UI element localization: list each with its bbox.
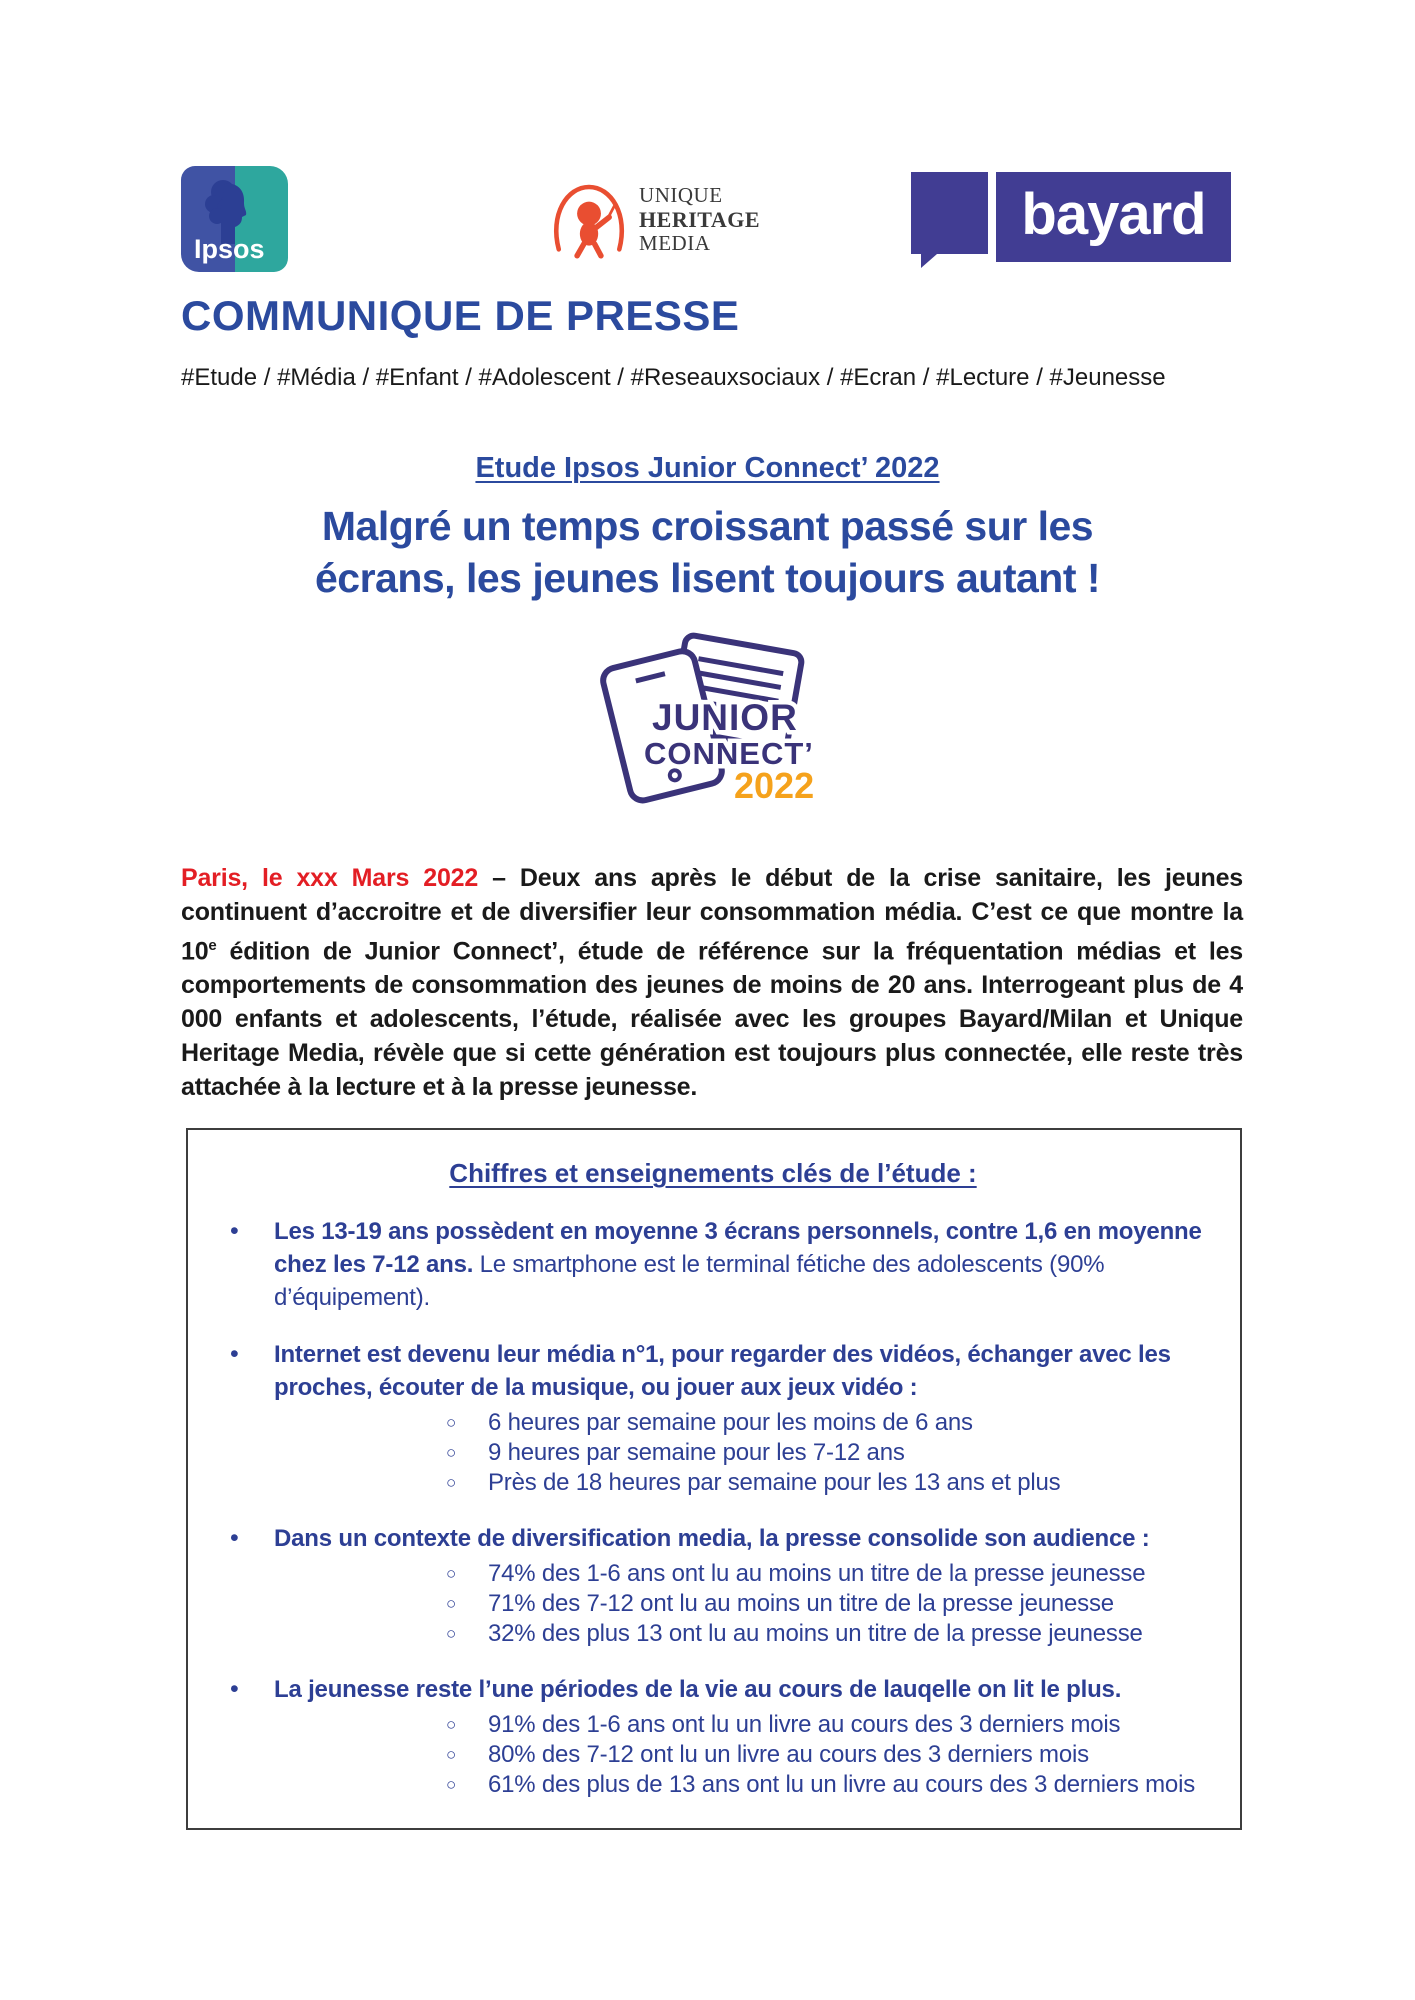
junior-connect-logo xyxy=(588,628,828,818)
sub-bullet-list xyxy=(442,1710,1210,1800)
sub-bullet-text: 9 heures par semaine pour les 7-12 ans xyxy=(488,1439,905,1466)
sub-bullet-item xyxy=(442,1408,1210,1438)
bullet-text xyxy=(274,1215,1210,1314)
bayard-wordmark-box xyxy=(996,172,1231,262)
bullet-item-presse xyxy=(216,1522,1210,1649)
sub-bullet-marker: ○ xyxy=(446,1443,457,1462)
sub-bullet-marker: ○ xyxy=(446,1473,457,1492)
intro-superscript: e xyxy=(208,937,217,954)
uhm-word-media: MEDIA xyxy=(639,231,711,256)
intro-dateline: Paris, le xxx Mars 2022 xyxy=(181,864,479,892)
bullet-text xyxy=(274,1522,1210,1649)
sub-bullet-text: 91% des 1-6 ans ont lu un livre au cours des 3 derniers mois xyxy=(488,1711,1121,1738)
sub-bullet-marker: ○ xyxy=(446,1624,457,1643)
unique-heritage-media-logo xyxy=(545,170,760,270)
bullet-marker: • xyxy=(230,1675,239,1703)
sub-bullet-item xyxy=(442,1619,1210,1649)
bayard-logo xyxy=(911,172,1231,268)
intro-body-part2: édition de Junior Connect’, étude de référence sur la fréquentation médias et les comportements de consommation des jeunes de moins de 20 ans. Interrogeant plus de 4 000 enfants et adolescents, l’étude, réalisée avec les groupes Bayard/Milan et Unique Heritage Media, révèle que si cette génération est toujours plus connectée, elle reste très attachée à la lecture et à la presse jeunesse. xyxy=(181,937,1243,1102)
sub-bullet-marker: ○ xyxy=(446,1564,457,1583)
bullet-bold-text: Les 13-19 ans possèdent en moyenne 3 écrans personnels, contre 1,6 en moyenne chez les 7-12 ans. xyxy=(274,1218,1202,1278)
sub-bullet-marker: ○ xyxy=(446,1594,457,1613)
bullet-marker: • xyxy=(230,1340,239,1368)
sub-bullet-text: 80% des 7-12 ont lu un livre au cours des 3 derniers mois xyxy=(488,1741,1089,1768)
sub-bullet-item xyxy=(442,1710,1210,1740)
jc-year: 2022 xyxy=(734,765,815,806)
key-figures-box xyxy=(186,1128,1242,1830)
main-headline-line2: écrans, les jeunes lisent toujours autant ! xyxy=(314,555,1101,601)
main-headline xyxy=(0,500,1415,604)
sub-bullet-text: 74% des 1-6 ans ont lu au moins un titre de la presse jeunesse xyxy=(488,1560,1146,1587)
sub-bullet-text: 32% des plus 13 ont lu au moins un titre de la presse jeunesse xyxy=(488,1620,1143,1647)
key-figures-title xyxy=(216,1158,1210,1189)
bullet-marker: • xyxy=(230,1524,239,1552)
sub-bullet-text: Près de 18 heures par semaine pour les 13 ans et plus xyxy=(488,1469,1061,1496)
key-figures-title-text: Chiffres et enseignements clés de l’étude : xyxy=(449,1158,977,1188)
press-release-title: COMMUNIQUE DE PRESSE xyxy=(181,292,740,339)
sub-bullet-text: 61% des plus de 13 ans ont lu un livre au cours des 3 derniers mois xyxy=(488,1771,1196,1798)
intro-body-part1: Deux ans après le début de la crise sanitaire, les jeunes continuent d’accroitre et de diversifier leur consommation média. C’est ce que montre la 10 xyxy=(181,864,1244,966)
bullet-item-screens xyxy=(216,1215,1210,1314)
sub-bullet-item xyxy=(442,1740,1210,1770)
jc-wordmark-junior: JUNIOR xyxy=(652,697,798,738)
uhm-wordmark xyxy=(639,184,760,256)
sub-bullet-text: 6 heures par semaine pour les moins de 6 ans xyxy=(488,1409,973,1436)
sub-bullet-marker: ○ xyxy=(446,1715,457,1734)
intro-separator: – xyxy=(478,864,520,892)
uhm-word-unique: UNIQUE xyxy=(639,183,723,208)
sub-bullet-text: 71% des 7-12 ont lu au moins un titre de la presse jeunesse xyxy=(488,1590,1114,1617)
bullet-text xyxy=(274,1673,1210,1800)
sub-bullet-item xyxy=(442,1589,1210,1619)
bullet-item-lecture xyxy=(216,1673,1210,1800)
bullet-item-internet xyxy=(216,1338,1210,1498)
sub-bullet-item xyxy=(442,1438,1210,1468)
bayard-speech-bubble-icon xyxy=(911,172,989,268)
sub-bullet-list xyxy=(442,1408,1210,1498)
sub-bullet-item xyxy=(442,1468,1210,1498)
sub-bullet-marker: ○ xyxy=(446,1775,457,1794)
sub-bullet-marker: ○ xyxy=(446,1413,457,1432)
bullet-text xyxy=(274,1338,1210,1498)
sub-bullet-list xyxy=(442,1559,1210,1649)
intro-paragraph xyxy=(181,861,1243,1104)
study-kicker xyxy=(0,452,1415,485)
sub-bullet-item xyxy=(442,1770,1210,1800)
jc-wordmark-connect: CONNECT’ xyxy=(644,736,814,771)
uhm-word-heritage: HERITAGE xyxy=(639,206,760,232)
bullet-regular-text: Le smartphone est le terminal fétiche des adolescents (90% d’équipement). xyxy=(274,1251,1105,1311)
study-kicker-text: Etude Ipsos Junior Connect’ 2022 xyxy=(475,452,940,484)
bayard-wordmark: bayard xyxy=(1021,181,1206,247)
bullet-bold-text: Dans un contexte de diversification media, la presse consolide son audience : xyxy=(274,1525,1150,1552)
ipsos-wordmark: Ipsos xyxy=(194,234,265,264)
uhm-runner-icon xyxy=(545,172,633,268)
hashtags-line: #Etude / #Média / #Enfant / #Adolescent / #Reseauxsociaux / #Ecran / #Lecture / #Jeunesse xyxy=(181,364,1166,391)
junior-connect-badge-icon xyxy=(588,628,828,818)
main-headline-line1: Malgré un temps croissant passé sur les xyxy=(321,503,1094,549)
sub-bullet-marker: ○ xyxy=(446,1745,457,1764)
bullet-bold-text: La jeunesse reste l’une périodes de la vie au cours de lauqelle on lit le plus. xyxy=(274,1676,1122,1703)
ipsos-logo xyxy=(181,166,288,272)
bullet-bold-text: Internet est devenu leur média n°1, pour regarder des vidéos, échanger avec les proches, écouter de la musique, ou jouer aux jeux vidéo : xyxy=(274,1341,1171,1401)
bullet-marker: • xyxy=(230,1217,239,1245)
sub-bullet-item xyxy=(442,1559,1210,1589)
